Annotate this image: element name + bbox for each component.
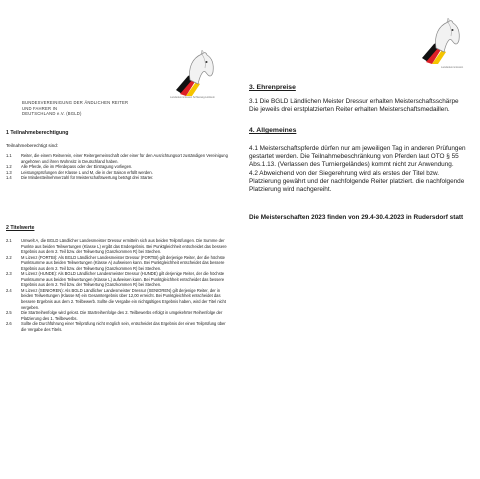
section1-intro: Teilnahmeberechtigt sind: xyxy=(6,143,59,148)
logo-caption: Landeskommission xyxy=(441,66,464,69)
paragraph-line: 3.1 Die BGLD Ländlichen Meister Dressur erhalten Meisterschaftsschärpe xyxy=(249,98,459,105)
section1-list xyxy=(6,153,232,181)
logo-caption: Landeskommission Schleswig-Holstein xyxy=(170,96,215,99)
horse-head-logo-icon xyxy=(418,18,464,64)
paragraph-line: Die jeweils drei erstplatzierten Reiter erhalten Meisterschaftsmedaillen. xyxy=(249,106,450,114)
org-line: UND FAHRER IN xyxy=(22,105,58,111)
section3-text xyxy=(249,98,480,114)
org-line: BUNDESVEREINIGUNG DER ÄNDLICHEN REITER xyxy=(22,100,129,105)
paragraph-line: Platzierung wird nachgereiht. xyxy=(249,186,332,194)
organization-header xyxy=(22,100,128,117)
section4-text xyxy=(249,145,480,194)
list-item: 2.1 Umwelt A, die BGLD Ländlicher Landesmeister Dressur ermitteln sich aus beiden Teilprüfungen. Die Summe der Punkte aus beiden Teilwertungen (Klasse L) ergibt das Endergebnis. Bei Punktgleichheit entscheidet das bessere Ergebnis aus dem 2. Teil bzw. der Teilwertung (Ganzkommen R) bei Stechen. xyxy=(6,238,227,255)
section1-title: 1 Teilnahmeberechtigung xyxy=(6,130,69,136)
section2-title: 2 Titelwerte xyxy=(6,225,35,231)
section3-title: 3. Ehrenpreise xyxy=(249,84,296,91)
paragraph-line: Abs.1.13. (Verlassen des Turniergeländes) kommt nicht zur Anwendung. xyxy=(249,161,454,169)
list-item: 2.3 M Lizenz (HUNDE): Als BGLD Ländlicher Landesmeister Dressur (HUNDE) gilt derjenige Reiter, der die höchste Punktsumme aus beiden Teilwertungen (Klasse L) aufweisen kann. Bei Punktgleichheit entscheidet das bessere Ergebnis aus dem 2. Teil bzw. der Teilwertung (Ganzkommen R) bei Stechen. xyxy=(6,271,225,288)
horse-head-logo-icon xyxy=(172,50,218,96)
list-item: 1.1 Reiter, die einem Reitverein, einer Reitergemeinschaft oder einer für den Ausrichtungsort zuständigen Vereinigung angehören und ihren Wohnsitz in Deutschland haben. xyxy=(6,153,228,164)
list-item: 1.3 Leistungsprüfungen der Klasse L und M, die in der Saison erfüllt werden. xyxy=(6,169,153,175)
list-item: 1.2 Alle Pferde, die im Pferdepass oder der Eintragung vorliegen. xyxy=(6,164,133,170)
section4-title: 4. Allgemeines xyxy=(249,127,297,134)
championship-dates-highlight: Die Meisterschaften 2023 finden von 29.4-30.4.2023 in Rudersdorf statt xyxy=(249,214,464,221)
section2-list xyxy=(6,238,232,332)
paragraph-line: gestartet werden. Die Teilnahmebeschränkung von Pferden laut OTO § 55 xyxy=(249,153,459,161)
list-item: 1.4 Die Mindestteilnehmerzahl für Meisterschaftswertung beträgt drei Starter. xyxy=(6,175,154,181)
list-item: 2.6 Sollte die Durchführung einer Teilprüfung nicht möglich sein, entscheidet das Ergebnis der einen Teilprüfung über die Vergabe des Titels. xyxy=(6,321,226,332)
org-line: DEUTSCHLAND e.V. (BGLD) xyxy=(22,111,82,117)
paragraph-line: 4.2 Abweichend von der Siegerehrung wird als erstes der Titel bzw. xyxy=(249,169,440,177)
paragraph-line: Platzierung gewährt und der nachfolgende Reiter platziert. die nachfolgende xyxy=(249,177,465,185)
list-item: 2.5 Die Startreihenfolge wird gelost. Die Startreihenfolge des 2. Teilbewerbs erfolgt in umgekehrter Reihenfolge der Platzierung des 1. Teilbewerbs. xyxy=(6,310,223,321)
list-item: 2.4 M Lizenz (SENIOREN): Als BGLD Ländlicher Landesmeister Dressur (SENIOREN) gilt derjenige Reiter, der in beiden Teilwertungen (Klasse M) ein Gesamtergebnis über 12,00 erreicht. Bei Punktgleichheit entscheidet das bessere Ergebnis aus dem 2. Teilbewerb. Sollte die Vergabe ein nichtgültiges Ergebnis haben, wird der Titel nicht vergeben. xyxy=(6,287,226,310)
paragraph-line: 4.1 Meisterschaftspferde dürfen nur am jeweiligen Tag in anderen Prüfungen xyxy=(249,145,466,152)
list-item: 2.2 M Lizenz (FORTBI): Als BGLD Ländlicher Landesmeister Dressur (FORTBI) gilt derjenige Reiter, der die höchste Punktsumme aus beiden Teilwertungen (Klasse A) aufweisen kann. Bei Punktgleichheit entscheidet das bessere Ergebnis aus dem 2. Teil bzw. der Teilwertung (Ganzkommen R) bei Stechen. xyxy=(6,254,225,271)
